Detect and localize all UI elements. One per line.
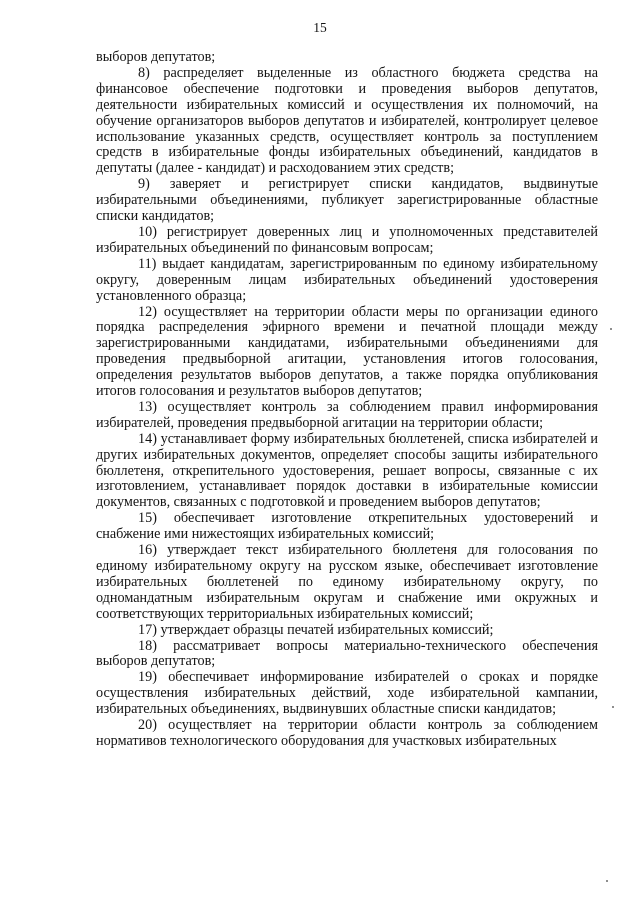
document-body xyxy=(96,50,598,750)
paragraph-item-9: 9) заверяет и регистрирует списки кандидатов, выдвинутые избирательными объединениями, публикует зарегистрированные областные списки кандидатов; xyxy=(96,176,598,225)
paragraph-item-15: 15) обеспечивает изготовление открепительных удостоверений и снабжение ими нижестоящих избирательных комиссий; xyxy=(96,510,598,543)
paragraph-item-11: 11) выдает кандидатам, зарегистрированным по единому избирательному округу, доверенным лицам избирательных объединений удостоверения установленного образца; xyxy=(96,255,598,304)
paragraph-item-16: 16) утверждает текст избирательного бюллетеня для голосования по единому избирательному округу на русском языке, обеспечивает изготовление избирательных бюллетеней по единому избирательному округу, по одномандатным избирательным округам и снабжение ими окружных и соответствующих территориальных избирательных комиссий; xyxy=(96,542,598,622)
paragraph-item-14: 14) устанавливает форму избирательных бюллетеней, списка избирателей и других избирательных документов, определяет способы защиты избирательного бюллетеня, открепительного удостоверения, решает вопросы, связанные с их изготовлением, устанавливает порядок доставки в избирательные комиссии документов, связанных с подготовкой и проведением выборов депутатов; xyxy=(96,430,598,511)
paragraph-item-10: 10) регистрирует доверенных лиц и уполномоченных представителей избирательных объединений по финансовым вопросам; xyxy=(96,223,598,256)
paragraph-continuation: выборов депутатов; xyxy=(96,49,216,65)
paragraph-item-13: 13) осуществляет контроль за соблюдением правил информирования избирателей, проведения предвыборной агитации на территории области; xyxy=(96,398,598,431)
page-number: 15 xyxy=(313,20,327,35)
scan-speck xyxy=(606,880,608,882)
scan-speck xyxy=(610,328,612,330)
paragraph-item-17: 17) утверждает образцы печатей избирательных комиссий; xyxy=(138,621,494,638)
paragraph-item-18: 18) рассматривает вопросы материально-технического обеспечения выборов депутатов; xyxy=(96,637,598,670)
scan-speck xyxy=(612,706,614,708)
paragraph-item-8: 8) распределяет выделенные из областного бюджета средства на финансовое обеспечение подготовки и проведения выборов депутатов, деятельности избирательных комиссий и осуществления их полномочий, на обучение организаторов выборов депутатов и избирателей, контролирует целевое использование указанных средств, осуществляет контроль за поступлением средств в избирательные фонды избирательных объединений, кандидатов в депутаты (далее - кандидат) и расходованием этих средств; xyxy=(96,64,598,177)
paragraph-item-12: 12) осуществляет на территории области меры по организации единого порядка распределения эфирного времени и печатной площади между зарегистрированными кандидатами, избирательными объединениями для проведения предвыборной агитации, установления итогов голосования, определения результатов выборов депутатов, а также порядка опубликования итогов голосования и результатов выборов депутатов; xyxy=(96,303,598,400)
paragraph-item-20: 20) осуществляет на территории области контроль за соблюдением нормативов технологического оборудования для участковых избирательных xyxy=(96,717,598,749)
paragraph-item-19: 19) обеспечивает информирование избирателей о сроках и порядке осуществления избирательных действий, ходе избирательной кампании, избирательных объединениях, выдвинувших областные списки кандидатов; xyxy=(96,669,598,718)
